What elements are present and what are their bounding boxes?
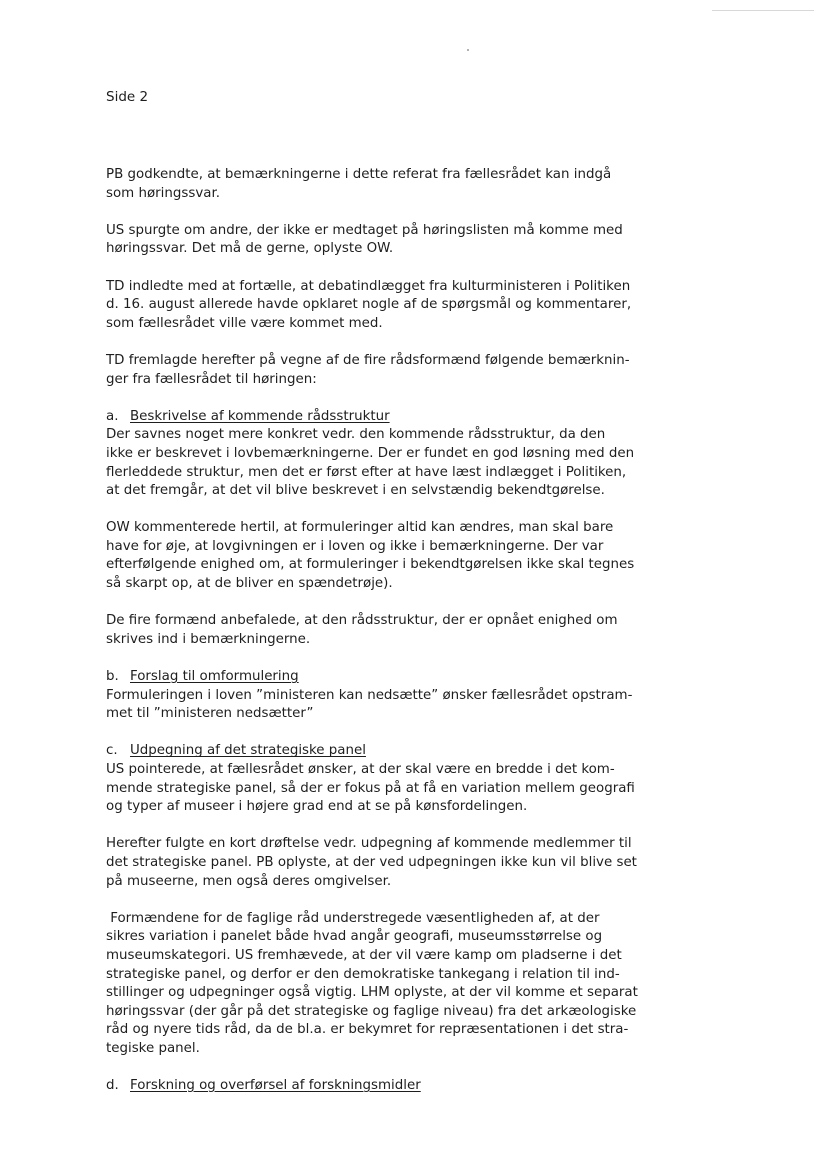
text-line: Herefter fulgte en kort drøftelse vedr. udpegning af kommende medlemmer til	[106, 836, 632, 852]
text-line: PB godkendte, at bemærkningerne i dette referat fra fællesrådet kan indgå	[106, 167, 612, 182]
paragraph-text	[106, 352, 706, 389]
section	[106, 668, 706, 724]
paragraph	[106, 612, 706, 649]
paragraph	[106, 910, 706, 1059]
text-line: tegiske panel.	[106, 1040, 200, 1056]
text-line: det strategiske panel. PB oplyste, at der ved udpegningen ikke kun vil blive set	[106, 854, 637, 870]
paragraph	[106, 222, 706, 259]
paragraph-text	[106, 835, 706, 891]
text-line: at det fremgår, at det vil blive beskrevet i en selvstændig bekendtgørelse.	[106, 483, 605, 499]
text-line: ikke er beskrevet i lovbemærkningerne. Der er fundet en god løsning med den	[106, 445, 635, 461]
text-line: stillinger og udpegninger også vigtig. LHM oplyste, at der vil komme et separat	[106, 985, 638, 1001]
text-line: have for øje, at lovgivningen er i loven og ikke i bemærkningerne. Der var	[106, 538, 604, 554]
paragraph	[106, 352, 706, 389]
section	[106, 408, 706, 501]
section	[106, 742, 706, 816]
section-letter: b.	[106, 669, 119, 685]
text-line: TD fremlagde herefter på vegne af de fire rådsformænd følgende bemærknin-	[106, 352, 630, 368]
paragraph-text	[106, 612, 706, 649]
section-title: Beskrivelse af kommende rådsstruktur	[130, 408, 390, 424]
paragraph	[106, 519, 706, 593]
text-line: met til ”ministeren nedsætter”	[106, 706, 314, 722]
section-heading	[106, 1077, 706, 1096]
text-line: flerleddede struktur, men det er først efter at have læst indlægget i Politiken,	[106, 464, 627, 480]
section-heading	[106, 408, 706, 427]
paragraph-text	[106, 278, 706, 334]
text-line: på museerne, men også deres omgivelser.	[106, 873, 392, 889]
paragraph-text	[106, 222, 706, 259]
scan-edge-line	[712, 10, 814, 11]
text-line: Formændene for de faglige råd understregede væsentligheden af, at der	[106, 910, 600, 926]
text-line: skrives ind i bemærkningerne.	[106, 631, 311, 647]
section-title: Forskning og overførsel af forskningsmidler	[130, 1078, 421, 1094]
text-line: US pointerede, at fællesrådet ønsker, at der skal være en bredde i det kom-	[106, 762, 615, 777]
text-line: Formuleringen i loven ”ministeren kan nedsætte” ønsker fællesrådet opstram-	[106, 687, 633, 703]
section-heading	[106, 668, 706, 687]
paragraph	[106, 166, 706, 203]
text-line: museumskategori. US fremhævede, at der vil være kamp om pladserne i det	[106, 947, 622, 963]
paragraph-text	[106, 910, 706, 1059]
text-line: d. 16. august allerede havde opklaret nogle af de spørgsmål og kommentarer,	[106, 297, 632, 313]
text-line: som fællesrådet ville være kommet med.	[106, 315, 383, 331]
document-body	[106, 166, 706, 1096]
page-number: Side 2	[106, 89, 149, 105]
text-line: De fire formænd anbefalede, at den rådsstruktur, der er opnået enighed om	[106, 613, 618, 629]
section-heading	[106, 742, 706, 761]
section-title: Forslag til omformulering	[130, 669, 299, 685]
scan-speck	[467, 49, 469, 51]
text-line: og typer af museer i højere grad end at se på kønsfordelingen.	[106, 799, 528, 815]
paragraph	[106, 278, 706, 334]
text-line: TD indledte med at fortælle, at debatindlægget fra kulturministeren i Politiken	[106, 278, 631, 294]
text-line: ger fra fællesrådet til høringen:	[106, 371, 317, 387]
section	[106, 1077, 706, 1096]
paragraph-text	[106, 687, 706, 724]
text-line: som høringssvar.	[106, 185, 220, 201]
text-line: sikres variation i panelet både hvad angår geografi, museumsstørrelse og	[106, 929, 603, 945]
text-line: mende strategiske panel, så der er fokus på at få en variation mellem geografi	[106, 780, 635, 796]
text-line: så skarpt op, at de bliver en spændetrøje).	[106, 576, 393, 592]
paragraph-text	[106, 426, 706, 500]
text-line: strategiske panel, og derfor er den demokratiske tankegang i relation til ind-	[106, 966, 620, 982]
paragraph-text	[106, 761, 706, 817]
text-line: råd og nyere tids råd, da de bl.a. er bekymret for repræsentationen i det stra-	[106, 1022, 629, 1038]
paragraph-text	[106, 519, 706, 593]
section-title: Udpegning af det strategiske panel	[130, 743, 366, 759]
text-line: høringssvar (der går på det strategiske og faglige niveau) fra det arkæologiske	[106, 1003, 637, 1019]
section-letter: a.	[106, 408, 119, 424]
paragraph	[106, 835, 706, 891]
text-line: høringssvar. Det må de gerne, oplyste OW.	[106, 241, 394, 257]
section-letter: c.	[106, 743, 118, 759]
text-line: efterfølgende enighed om, at formuleringer i bekendtgørelsen ikke skal tegnes	[106, 557, 635, 573]
text-line: Der savnes noget mere konkret vedr. den kommende rådsstruktur, da den	[106, 427, 606, 443]
text-line: OW kommenterede hertil, at formuleringer altid kan ændres, man skal bare	[106, 520, 614, 536]
section-letter: d.	[106, 1078, 119, 1094]
paragraph-text	[106, 166, 706, 203]
text-line: US spurgte om andre, der ikke er medtaget på høringslisten må komme med	[106, 222, 623, 238]
